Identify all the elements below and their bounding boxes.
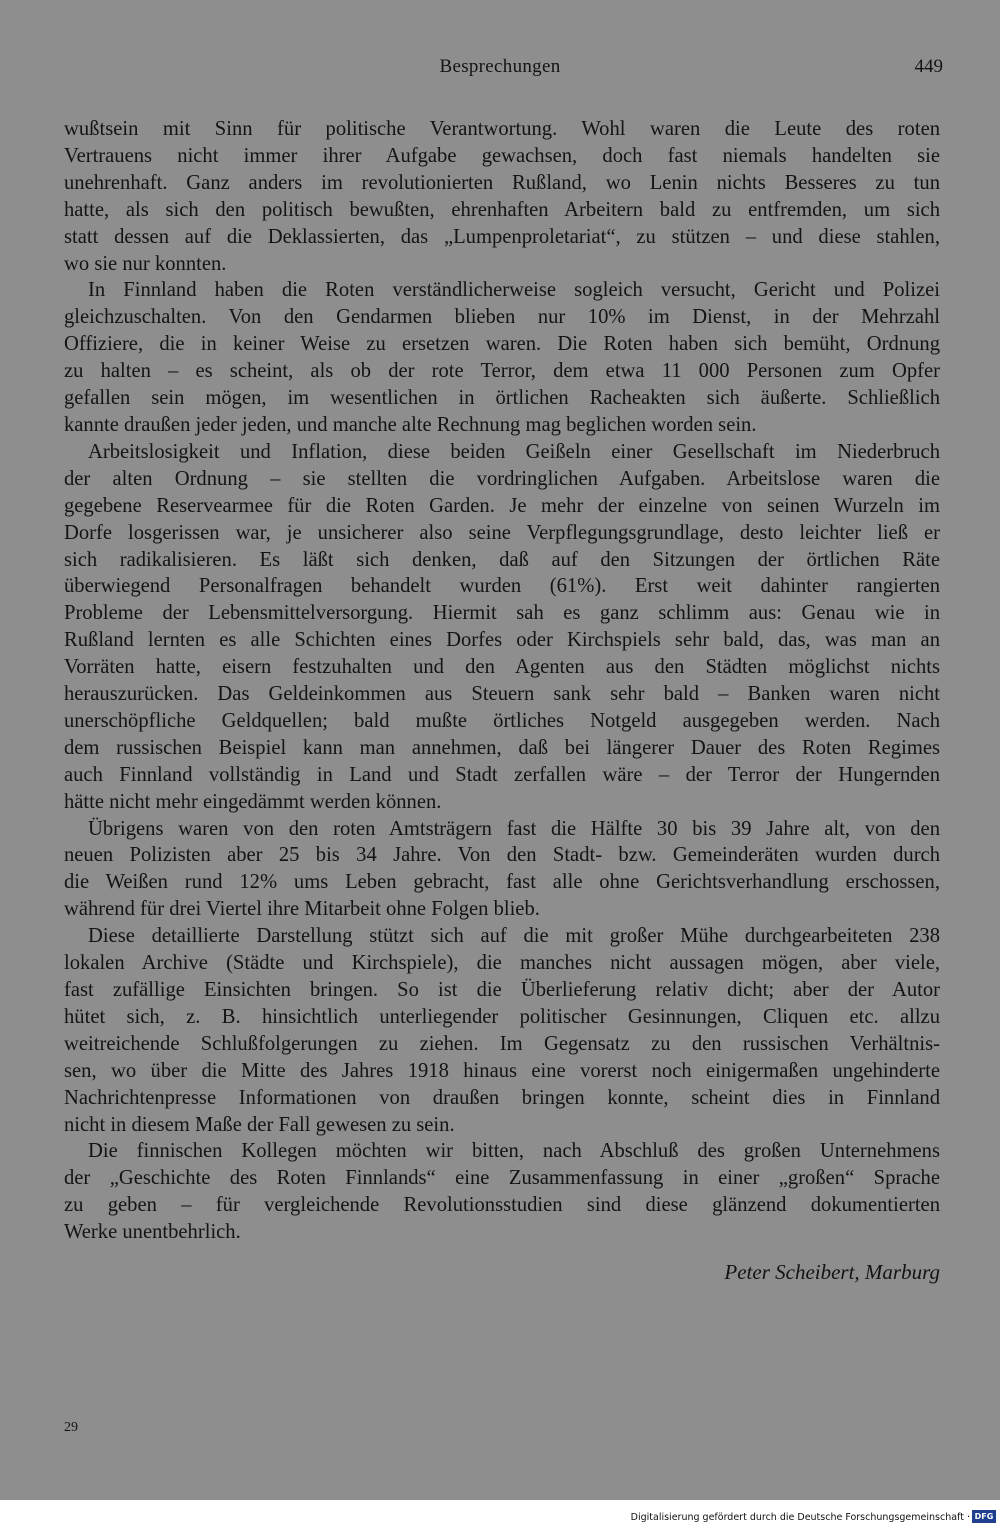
text-line: Nachrichtenpresse Informationen von draußen bringen konnte, scheint dies in Finnland (64, 1086, 940, 1109)
text-line: Arbeitslosigkeit und Inflation, diese beiden Geißeln einer Gesellschaft im Niederbruch (88, 440, 940, 463)
text-line: gleichzuschalten. Von den Gendarmen blieben nur 10% im Dienst, in der Mehrzahl (64, 306, 940, 329)
text-line: der „Geschichte des Roten Finnlands“ eine Zusammenfassung in einer „großen“ Sprache (64, 1167, 940, 1190)
author-signature: Peter Scheibert, Marburg (724, 1260, 940, 1284)
text-line: wußtsein mit Sinn für politische Verantwortung. Wohl waren die Leute des roten (64, 118, 940, 140)
text-line: gegebene Reservearmee für die Roten Garden. Je mehr der einzelne von seinen Wurzeln im (64, 494, 940, 517)
text-line: gefallen sein mögen, im wesentlichen in örtlichen Racheakten sich äußerte. Schließlich (64, 387, 940, 410)
text-line: zu geben – für vergleichende Revolutionsstudien sind diese glänzend dokumentierten (64, 1194, 940, 1217)
dfg-logo-icon: DFG (972, 1510, 996, 1523)
footer-bar (0, 1500, 1000, 1531)
text-line: unehrenhaft. Ganz anders im revolutionierten Rußland, wo Lenin nichts Besseres zu tun (64, 171, 940, 194)
text-line: Probleme der Lebensmittelversorgung. Hiermit sah es ganz schlimm aus: Genau wie in (64, 602, 940, 625)
text-line: hütet sich, z. B. hinsichtlich unterliegender politischer Gesinnungen, Cliquen etc. allzu (64, 1005, 940, 1028)
text-line: Werke unentbehrlich. (64, 1221, 241, 1244)
running-head (0, 56, 1000, 86)
text-line: während für drei Viertel ihre Mitarbeit ohne Folgen blieb. (64, 898, 540, 921)
paragraph (64, 816, 940, 924)
text-line: Diese detaillierte Darstellung stützt sich auf die mit großer Mühe durchgearbeiteten 238 (88, 925, 940, 948)
text-line: hätte nicht mehr eingedämmt werden können. (64, 790, 442, 813)
text-line: Übrigens waren von den roten Amtsträgern fast die Hälfte 30 bis 39 Jahre alt, von den (88, 817, 940, 840)
text-line: unerschöpfliche Geldquellen; bald mußte örtliches Notgeld ausgegeben werden. Nach (64, 709, 940, 732)
body-text (64, 116, 940, 1246)
text-line: der alten Ordnung – sie stellten die vordringlichen Aufgaben. Arbeitslose waren die (64, 467, 940, 490)
text-line: dem russischen Beispiel kann man annehmen, daß bei längerer Dauer des Roten Regimes (64, 736, 940, 759)
running-head-title: Besprechungen (439, 56, 561, 77)
text-line: nicht in diesem Maße der Fall gewesen zu sein. (64, 1113, 455, 1136)
text-line: Dorfe losgerissen war, je unsicherer also seine Verpflegungsgrundlage, desto leichter ließ er (64, 521, 940, 544)
paragraph (64, 439, 940, 816)
text-line: Vorräten hatte, eisern festzuhalten und den Agenten aus den Städten möglichst nichts (64, 656, 940, 679)
text-line: hatte, als sich den politisch bewußten, ehrenhaften Arbeitern bald zu entfremden, um sich (64, 198, 940, 221)
text-line: sich radikalisieren. Es läßt sich denken, daß auf den Sitzungen der örtlichen Räte (64, 548, 940, 571)
text-line: Vertrauens nicht immer ihrer Aufgabe gewachsen, doch fast niemals handelten sie (64, 144, 940, 167)
text-line: lokalen Archive (Städte und Kirchspiele), die manches nicht aussagen mögen, aber viele, (64, 952, 940, 975)
text-line: Rußland lernten es alle Schichten eines Dorfes oder Kirchspiels sehr bald, das, was man an (64, 629, 940, 652)
digitization-credit: Digitalisierung gefördert durch die Deutsche Forschungsgemeinschaft · (630, 1512, 970, 1523)
paragraph (64, 277, 940, 438)
text-line: herauszurücken. Das Geldeinkommen aus Steuern sank sehr bald – Banken waren nicht (64, 683, 940, 706)
text-line: auch Finnland vollständig in Land und Stadt zerfallen wäre – der Terror der Hungernden (64, 763, 940, 786)
sheet-number: 29 (64, 1420, 78, 1435)
text-line: Offiziere, die in keiner Weise zu ersetzen waren. Die Roten haben sich bemüht, Ordnung (64, 333, 940, 356)
paragraph (64, 116, 940, 277)
text-line: statt dessen auf die Deklassierten, das „Lumpenproletariat“, zu stützen – und diese stahlen, (64, 225, 940, 248)
text-line: fast zufällige Einsichten bringen. So ist die Überlieferung relativ dicht; aber der Autor (64, 979, 940, 1001)
text-line: Die finnischen Kollegen möchten wir bitten, nach Abschluß des großen Unternehmens (88, 1140, 940, 1163)
text-line: neuen Polizisten aber 25 bis 34 Jahre. Von den Stadt- bzw. Gemeinderäten wurden durch (64, 844, 940, 867)
text-line: weitreichende Schlußfolgerungen zu ziehen. Im Gegensatz zu den russischen Verhältnis- (64, 1032, 940, 1055)
text-line: kannte draußen jeder jeden, und manche alte Rechnung mag beglichen worden sein. (64, 413, 757, 436)
paragraph (64, 923, 940, 1138)
text-line: zu halten – es scheint, als ob der rote Terror, dem etwa 11 000 Personen zum Opfer (64, 360, 940, 383)
page-number: 449 (914, 56, 943, 77)
text-line: wo sie nur konnten. (64, 252, 227, 275)
text-line: sen, wo über die Mitte des Jahres 1918 hinaus eine vorerst noch einigermaßen ungehinderte (64, 1059, 940, 1082)
text-line: überwiegend Personalfragen behandelt wurden (61%). Erst weit dahinter rangierten (64, 575, 940, 598)
paragraph (64, 1138, 940, 1246)
text-line: die Weißen rund 12% ums Leben gebracht, fast alle ohne Gerichtsverhandlung erschossen, (64, 871, 940, 894)
text-line: In Finnland haben die Roten verständlicherweise sogleich versucht, Gericht und Polizei (88, 279, 940, 302)
